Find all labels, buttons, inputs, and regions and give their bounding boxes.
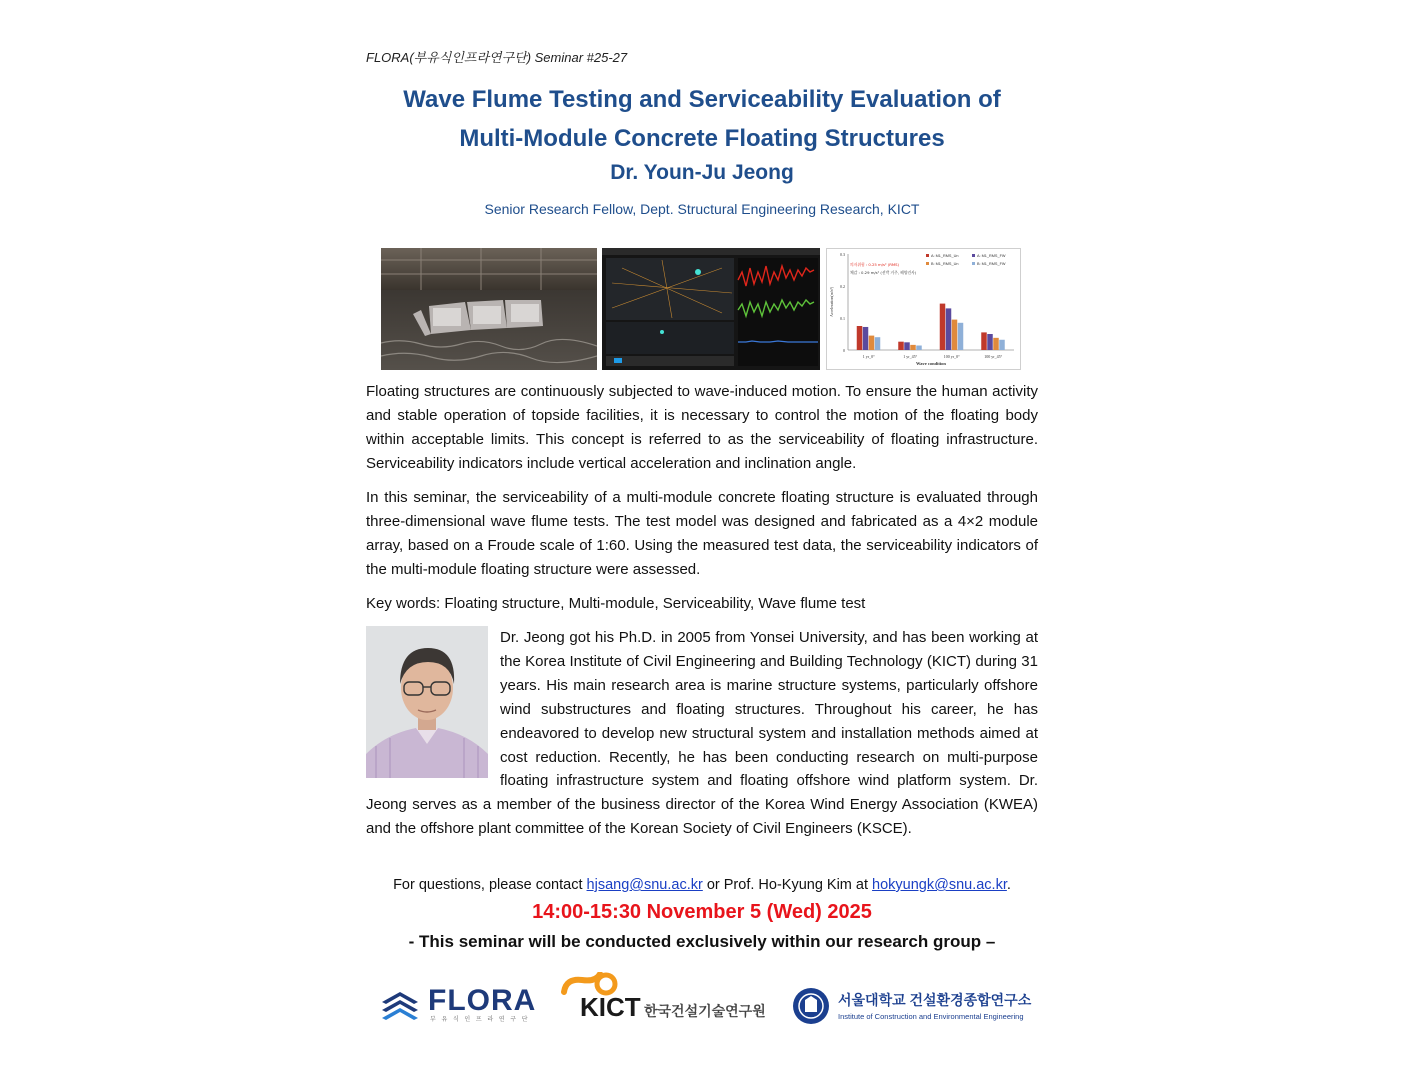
chart-bar — [869, 336, 875, 350]
kict-logo — [560, 972, 772, 1024]
chart-annotation-1: 의자위험 : 0.25 m/s² (RMS) — [850, 262, 899, 267]
flora-subtitle: 부 유 식 인 프 라 연 구 단 — [430, 1017, 530, 1023]
motion-capture-screenshot — [602, 248, 820, 370]
chart-bar — [904, 342, 910, 350]
chart-y-tick-label: 0.2 — [840, 284, 845, 289]
speaker-bio — [366, 626, 1038, 841]
chart-legend-label: B: M1_RMS_Un — [931, 262, 959, 266]
chart-bar — [981, 332, 987, 350]
snu-emblem-icon — [792, 986, 830, 1026]
contact-email-link-2[interactable]: hokyungk@snu.ac.kr — [872, 877, 1007, 893]
chart-x-tick-label: 1 yr_45° — [903, 354, 918, 359]
abstract-paragraph-2: In this seminar, the serviceability of a multi-module concrete floating structure is evaluated through three-dimensional wave flume tests. The test model was designed and fabricated as a 4×2 module array, based on a Froude scale of 1:60. Using the measured test data, the serviceability indicators of the multi-module floating structure were assessed. — [366, 489, 1038, 578]
chart-x-tick-label: 1 yr_0° — [862, 354, 875, 359]
chart-y-tick-label: 0 — [843, 348, 845, 353]
chart-bar — [993, 338, 999, 350]
chart-bar — [999, 340, 1005, 350]
snu-institute-korean-name: 서울대학교 건설환경종합연구소 — [838, 992, 1032, 1008]
speaker-affiliation: Senior Research Fellow, Dept. Structural Engineering Research, KICT — [484, 201, 920, 217]
wave-flume-photo — [381, 248, 597, 370]
acceleration-bar-chart — [826, 248, 1021, 370]
seminar-notice: - This seminar will be conducted exclusively within our research group – — [408, 932, 996, 951]
contact-middle: or Prof. Ho-Kyung Kim at — [702, 877, 873, 893]
speaker-name: Dr. Youn-Ju Jeong — [610, 161, 794, 184]
title-line-1: Wave Flume Testing and Serviceability Evaluation of — [403, 86, 1001, 113]
chart-bar — [946, 308, 952, 350]
contact-line — [366, 877, 1038, 893]
chart-y-axis-label: Acceleration(m/s²) — [829, 286, 834, 318]
chart-x-axis-label: Wave condition — [916, 361, 946, 366]
chart-legend-swatch — [972, 254, 975, 257]
chart-bar — [910, 345, 916, 350]
chart-bar — [940, 304, 946, 350]
chart-bar — [952, 320, 958, 350]
chart-bar — [875, 337, 881, 350]
chart-y-tick-label: 0.3 — [840, 252, 845, 257]
chart-legend-label: A: M1_RMS_Un — [931, 254, 959, 258]
chart-bar — [958, 323, 964, 350]
contact-prefix: For questions, please contact — [393, 877, 587, 893]
abstract-paragraph-1: Floating structures are continuously subjected to wave-induced motion. To ensure the human activity and stable operation of topside facilities, it is necessary to control the motion of the floating body within acceptable limits. This concept is referred to as the serviceability of floating infrastructure. Serviceability indicators include vertical acceleration and inclination angle. — [366, 383, 1038, 472]
chart-legend-label: B: M1_RMS_FW — [977, 262, 1006, 266]
flora-wave-icon — [380, 988, 424, 1022]
title-line-2: Multi-Module Concrete Floating Structures — [459, 125, 945, 152]
kict-korean-name: 한국건설기술연구원 — [644, 1003, 766, 1019]
chart-bar — [916, 346, 922, 350]
chart-bar — [863, 327, 869, 350]
chart-legend-swatch — [926, 262, 929, 265]
flora-wordmark: FLORA — [428, 984, 537, 1017]
seminar-datetime: 14:00-15:30 November 5 (Wed) 2025 — [532, 901, 872, 923]
chart-legend-swatch — [926, 254, 929, 257]
keywords: Key words: Floating structure, Multi-module, Serviceability, Wave flume test — [366, 595, 866, 612]
seminar-series-label: FLORA(부유식인프라연구단) Seminar #25-27 — [366, 50, 628, 65]
chart-legend-label: A: M1_RMS_FW — [977, 254, 1006, 258]
speaker-bio-text: Dr. Jeong got his Ph.D. in 2005 from Yonsei University, and has been working at the Korea Institute of Civil Engineering and Building Technology (KICT) during 31 years. His main research area is marine structure systems, particularly offshore wind substructures and floating structures. Throughout his career, he has endeavored to develop new structural system and installation methods aimed at cost reduction. Recently, he has been conducting research on multi-purpose floating infrastructure system and floating offshore wind platform system. Dr. Jeong serves as a member of the business director of the Korea Wind Energy Association (KWEA) and the offshore plant committee of the Korean Society of Civil Engineers (KSCE). — [366, 629, 1038, 838]
kict-wordmark: KICT — [580, 992, 641, 1022]
chart-y-tick-label: 0.1 — [840, 316, 845, 321]
contact-email-link-1[interactable]: hjsang@snu.ac.kr — [586, 877, 703, 893]
chart-legend-swatch — [972, 262, 975, 265]
snu-institute-english-name: Institute of Construction and Environmental Engineering — [838, 1012, 1024, 1021]
chart-bar — [898, 342, 904, 350]
chart-bar — [857, 326, 863, 350]
chart-annotation-2: 체감 : 0.29 m/s² (선박 거주, 해양건사) — [850, 270, 917, 275]
chart-x-tick-label: 100 yr_45° — [984, 354, 1003, 359]
snu-institute-logo — [792, 986, 1032, 1026]
speaker-photo — [366, 626, 488, 778]
flora-logo — [380, 984, 536, 1024]
contact-suffix: . — [1006, 877, 1011, 893]
chart-bar — [987, 334, 993, 350]
chart-x-tick-label: 100 yr_0° — [943, 354, 960, 359]
